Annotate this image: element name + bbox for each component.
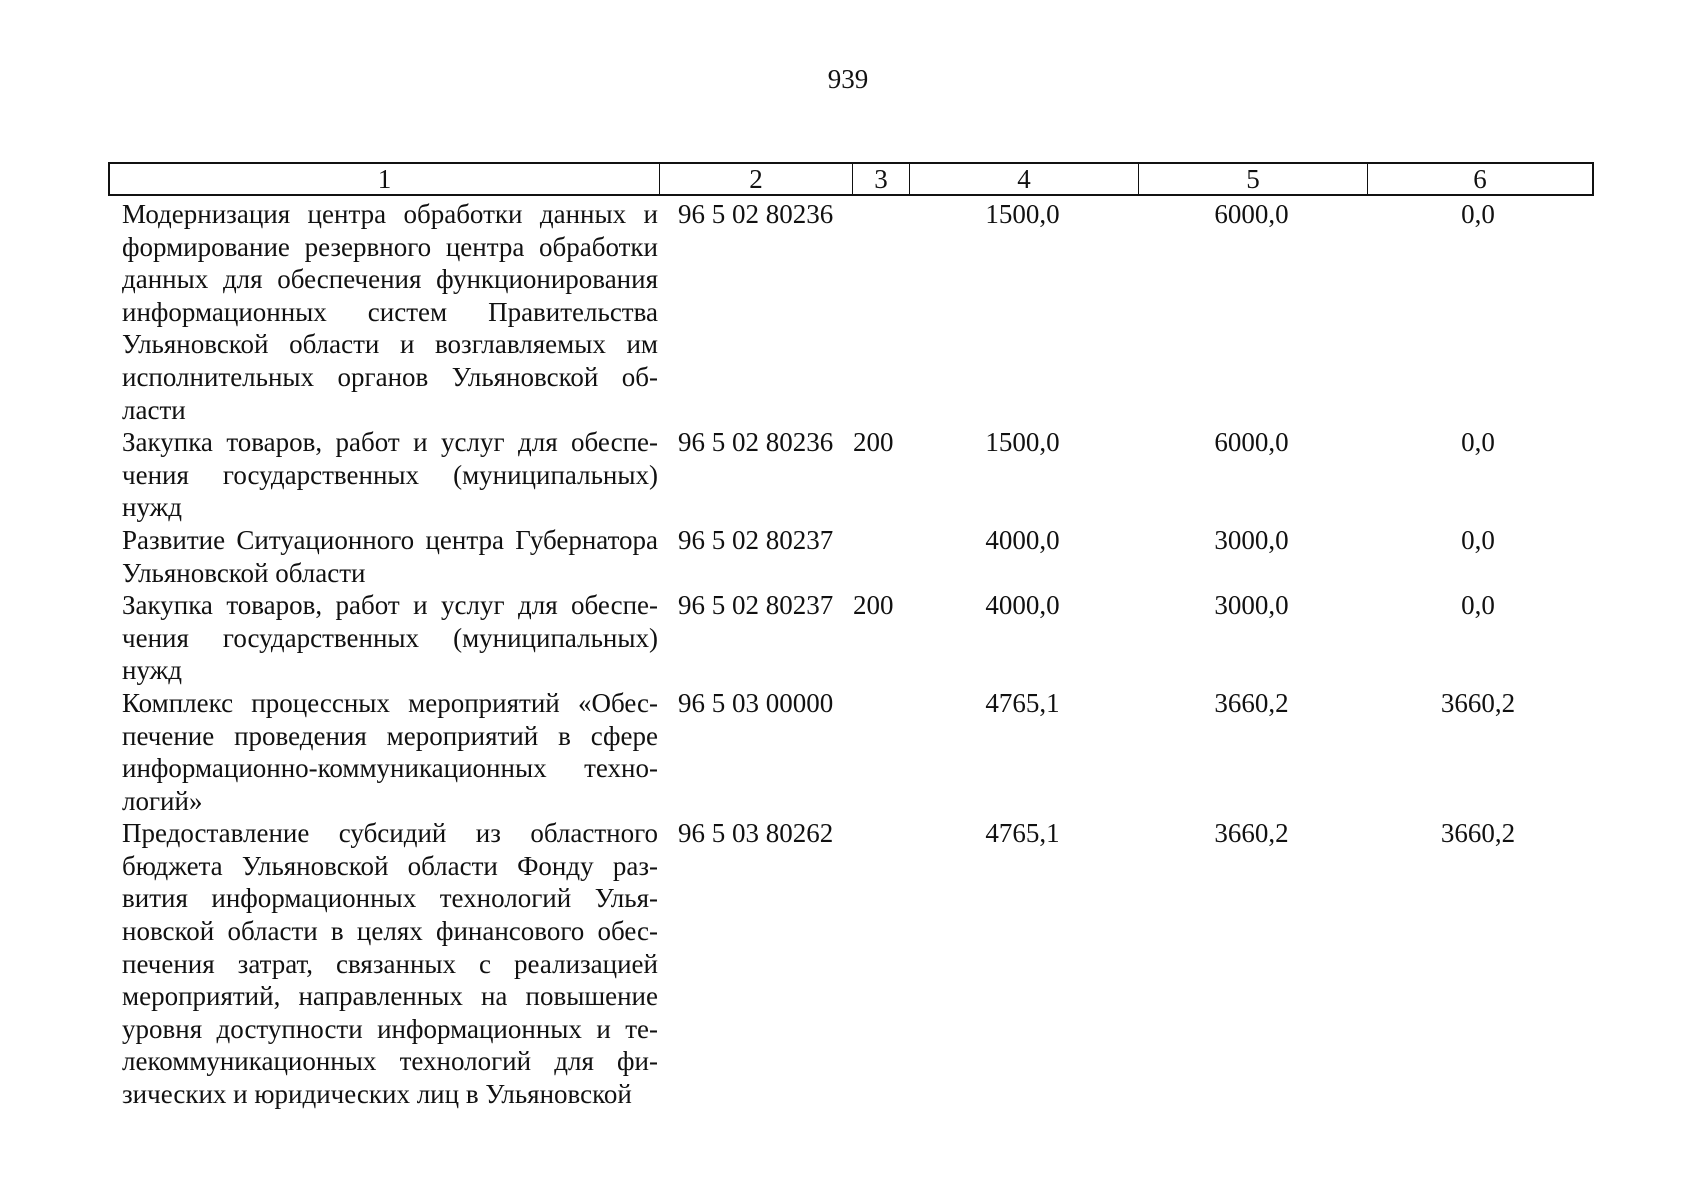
row-code: 96 5 02 80237 xyxy=(678,590,834,621)
header-col-3: 3 xyxy=(853,164,910,194)
row-value-5: 3000,0 xyxy=(1214,590,1289,621)
header-col-6: 6 xyxy=(1473,164,1487,194)
row-value-6: 3660,2 xyxy=(1440,687,1516,718)
table-row xyxy=(108,817,1594,1110)
row-value-4: 4000,0 xyxy=(985,590,1060,621)
row-name: Развитие Ситуационного центра Губернатора Ульяновской области xyxy=(122,524,658,588)
row-name: Закупка товаров, работ и услуг для обеспечения государственных (муниципальных) нужд xyxy=(122,590,658,686)
row-value-5: 6000,0 xyxy=(1214,199,1289,229)
row-value-4: 1500,0 xyxy=(985,199,1060,229)
row-value-5: 6000,0 xyxy=(1214,427,1289,458)
row-type xyxy=(851,817,908,1110)
header-col-2: 2 xyxy=(660,164,853,194)
row-code: 96 5 03 80262 xyxy=(678,818,834,849)
table-row xyxy=(108,524,1594,589)
row-value-4: 4765,1 xyxy=(985,818,1060,849)
row-type xyxy=(851,524,908,589)
table-header xyxy=(108,162,1594,196)
row-value-5: 3660,2 xyxy=(1214,687,1289,718)
row-type: 200 xyxy=(853,427,894,458)
row-value-6: 3660,2 xyxy=(1440,818,1516,849)
row-value-4: 4000,0 xyxy=(985,524,1060,555)
table-body xyxy=(108,198,1594,1111)
row-value-5: 3000,0 xyxy=(1214,524,1289,555)
row-value-5: 3660,2 xyxy=(1214,818,1289,849)
row-type: 200 xyxy=(853,590,894,621)
row-code: 96 5 02 80236 xyxy=(678,427,834,458)
row-code: 96 5 02 80237 xyxy=(678,524,834,555)
table-row xyxy=(108,687,1594,817)
table-row xyxy=(108,198,1594,426)
row-value-4: 4765,1 xyxy=(985,687,1060,718)
table-row xyxy=(108,426,1594,524)
row-name: Закупка товаров, работ и услуг для обеспечения государственных (муниципальных) нужд xyxy=(122,427,658,523)
row-code: 96 5 03 00000 xyxy=(678,687,834,718)
page-number: 939 xyxy=(827,64,869,94)
row-value-4: 1500,0 xyxy=(985,427,1060,458)
row-code: 96 5 02 80236 xyxy=(678,199,834,229)
row-value-6: 0,0 xyxy=(1461,590,1495,621)
header-col-4: 4 xyxy=(910,164,1139,194)
table-row xyxy=(108,589,1594,687)
row-type xyxy=(851,687,908,817)
row-type xyxy=(851,198,908,426)
row-value-6: 0,0 xyxy=(1461,427,1495,458)
row-name: Предоставление субсидий из областного бюджета Ульяновской области Фонду развития информационных технологий Ульяновской области в целях финансового обеспечения затрат, связанных с реализацией мероприятий, направленных на повышение уровня доступности информационных и телекоммуникационных технологий для физических и юридических лиц в Ульяновской xyxy=(122,818,658,1110)
row-value-6: 0,0 xyxy=(1461,199,1495,229)
header-col-5: 5 xyxy=(1139,164,1368,194)
row-name: Комплекс процессных мероприятий «Обеспечение проведения мероприятий в сфере информационно-коммуникационных технологий» xyxy=(122,687,658,816)
header-col-1: 1 xyxy=(110,164,660,194)
row-value-6: 0,0 xyxy=(1461,524,1495,555)
row-name: Модернизация центра обработки данных и формирование резервного центра обработки данных для обеспечения функционирования информационных систем Правительства Ульяновской области и возглавляемых им исполнительных органов Ульяновской области xyxy=(122,199,658,425)
